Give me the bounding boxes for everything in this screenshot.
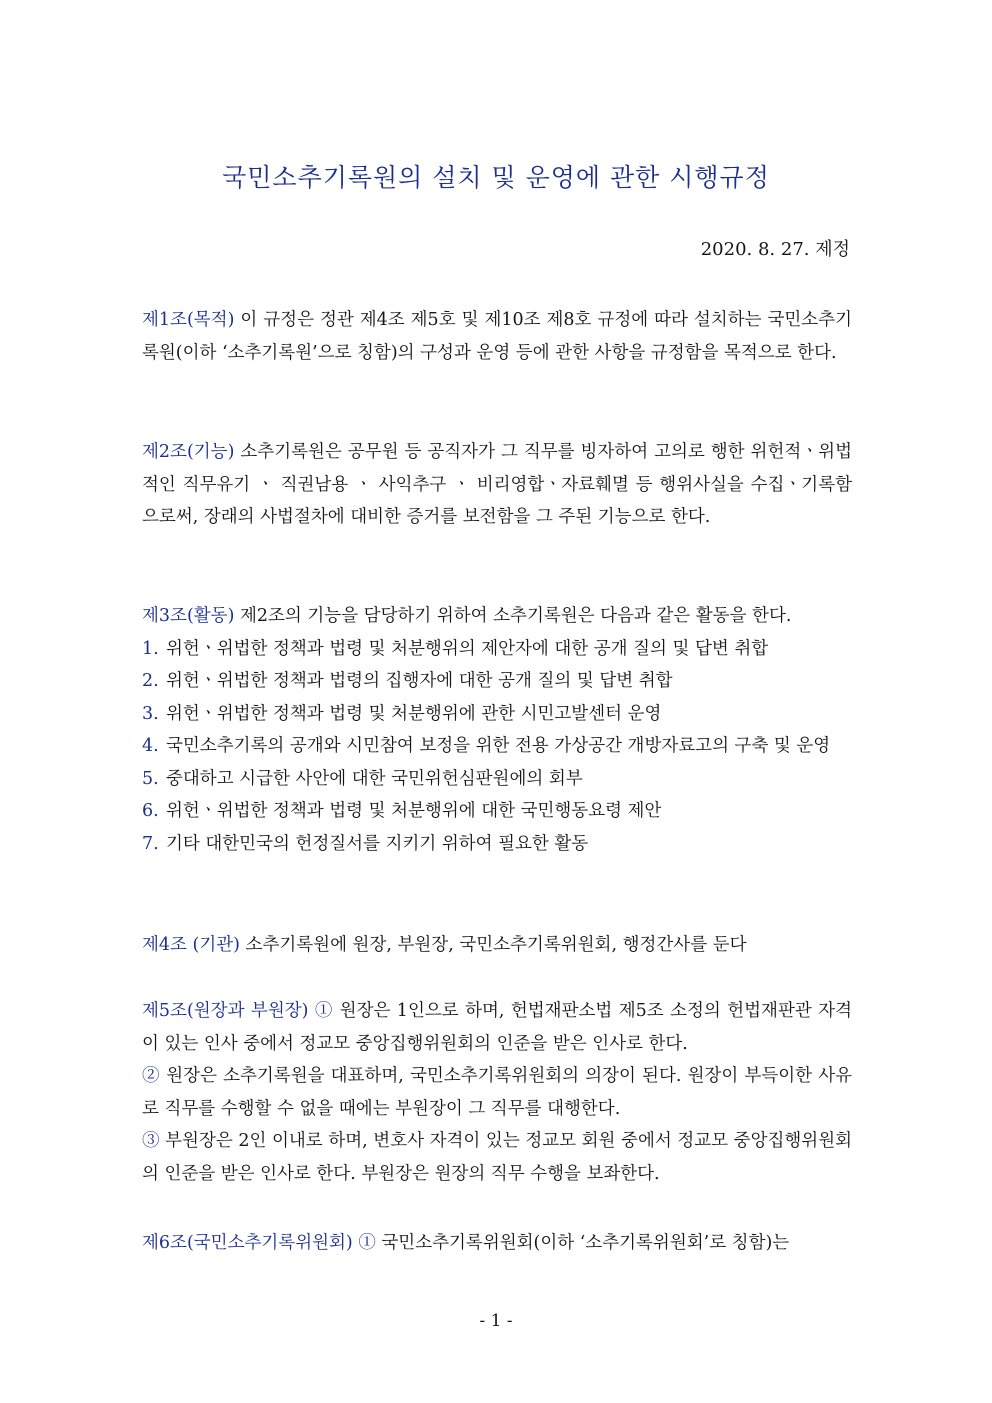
paragraph-mark: ① xyxy=(308,1001,334,1021)
item-number: 1. xyxy=(142,638,159,659)
item-text: 기타 대한민국의 헌정질서를 지키기 위하여 필요한 활동 xyxy=(166,833,589,854)
article-body: 소추기록원은 공무원 등 공직자가 그 직무를 빙자하여 고의로 행한 위헌적ㆍ위법적인 직무유기 ㆍ 직권남용 ㆍ 사익추구 ㆍ 비리영합ㆍ자료훼멸 등 행위사실을 수집ㆍ기록함으로써, 장래의 사법절차에 대비한 증거를 보전함을 그 주된 기능으로 한다. xyxy=(142,442,852,527)
list-item xyxy=(142,828,852,861)
article-3 xyxy=(142,600,852,860)
enactment-date: 2020. 8. 27. 제정 xyxy=(700,239,850,260)
article-body: 소추기록원에 원장, 부원장, 국민소추기록위원회, 행정간사를 둔다 xyxy=(239,935,747,955)
list-item xyxy=(142,698,852,731)
item-number: 7. xyxy=(142,833,159,854)
item-number: 3. xyxy=(142,703,159,724)
item-text: 중대하고 시급한 사안에 대한 국민위헌심판원에의 회부 xyxy=(166,768,583,789)
list-item xyxy=(142,633,852,666)
article-1 xyxy=(142,304,852,369)
item-text: 위헌ㆍ위법한 정책과 법령 및 처분행위에 대한 국민행동요령 제안 xyxy=(166,801,662,821)
article-body: 이 규정은 정관 제4조 제5호 및 제10조 제8호 규정에 따라 설치하는 국민소추기록원(이하 ‘소추기록원’으로 칭함)의 구성과 운영 등에 관한 사항을 규정함을 목적으로 한다. xyxy=(142,310,852,363)
paragraph-text: 원장은 1인으로 하며, 헌법재판소법 제5조 소정의 헌법재판관 자격이 있는 인사 중에서 정교모 중앙집행위원회의 인준을 받은 인사로 한다. xyxy=(142,1001,852,1054)
activity-list xyxy=(142,633,852,861)
paragraph-text: 국민소추기록위원회(이하 ‘소추기록위원회’로 칭함)는 xyxy=(375,1233,790,1253)
item-number: 2. xyxy=(142,671,159,691)
article-intro xyxy=(142,600,852,633)
item-text: 위헌ㆍ위법한 정책과 법령의 집행자에 대한 공개 질의 및 답변 취합 xyxy=(166,671,673,691)
list-item xyxy=(142,763,852,796)
article-6 xyxy=(142,1227,852,1260)
paragraph-mark: ② xyxy=(142,1066,161,1086)
paragraph-mark: ① xyxy=(352,1233,376,1253)
article-body: 제2조의 기능을 담당하기 위하여 소추기록원은 다음과 같은 활동을 한다. xyxy=(234,606,792,626)
article-2 xyxy=(142,436,852,534)
article-heading: 제6조(국민소추기록위원회) xyxy=(142,1233,353,1253)
paragraph-text: 부원장은 2인 이내로 하며, 변호사 자격이 있는 정교모 회원 중에서 정교모 중앙집행위원회의 인준을 받은 인사로 한다. 부원장은 원장의 직무 수행을 보좌한다. xyxy=(142,1131,853,1184)
article-4 xyxy=(142,929,852,962)
item-number: 6. xyxy=(142,801,159,821)
list-item xyxy=(142,730,852,763)
page-number: - 1 - xyxy=(479,1311,513,1331)
list-item xyxy=(142,665,852,698)
article-heading: 제5조(원장과 부원장) xyxy=(142,1001,309,1021)
item-text: 위헌ㆍ위법한 정책과 법령 및 처분행위의 제안자에 대한 공개 질의 및 답변 취합 xyxy=(166,638,769,659)
paragraph-text: 원장은 소추기록원을 대표하며, 국민소추기록위원회의 의장이 된다. 원장이 부득이한 사유로 직무를 수행할 수 없을 때에는 부원장이 그 직무를 대행한다. xyxy=(142,1066,852,1119)
document-title: 국민소추기록원의 설치 및 운영에 관한 시행규정 xyxy=(222,163,770,192)
paragraph-mark: ③ xyxy=(142,1131,160,1151)
article-heading: 제2조(기능) xyxy=(142,442,235,462)
paragraph xyxy=(142,995,852,1060)
item-number: 4. xyxy=(142,736,159,756)
paragraph xyxy=(142,1060,852,1125)
item-text: 위헌ㆍ위법한 정책과 법령 및 처분행위에 관한 시민고발센터 운영 xyxy=(166,703,662,724)
list-item xyxy=(142,795,852,828)
item-number: 5. xyxy=(142,768,159,789)
item-text: 국민소추기록의 공개와 시민참여 보정을 위한 전용 가상공간 개방자료고의 구축 및 운영 xyxy=(166,736,831,756)
paragraph xyxy=(142,1125,852,1190)
article-heading: 제1조(목적) xyxy=(142,310,235,330)
article-5 xyxy=(142,995,852,1190)
article-heading: 제4조 (기관) xyxy=(142,935,240,955)
article-heading: 제3조(활동) xyxy=(142,606,235,626)
